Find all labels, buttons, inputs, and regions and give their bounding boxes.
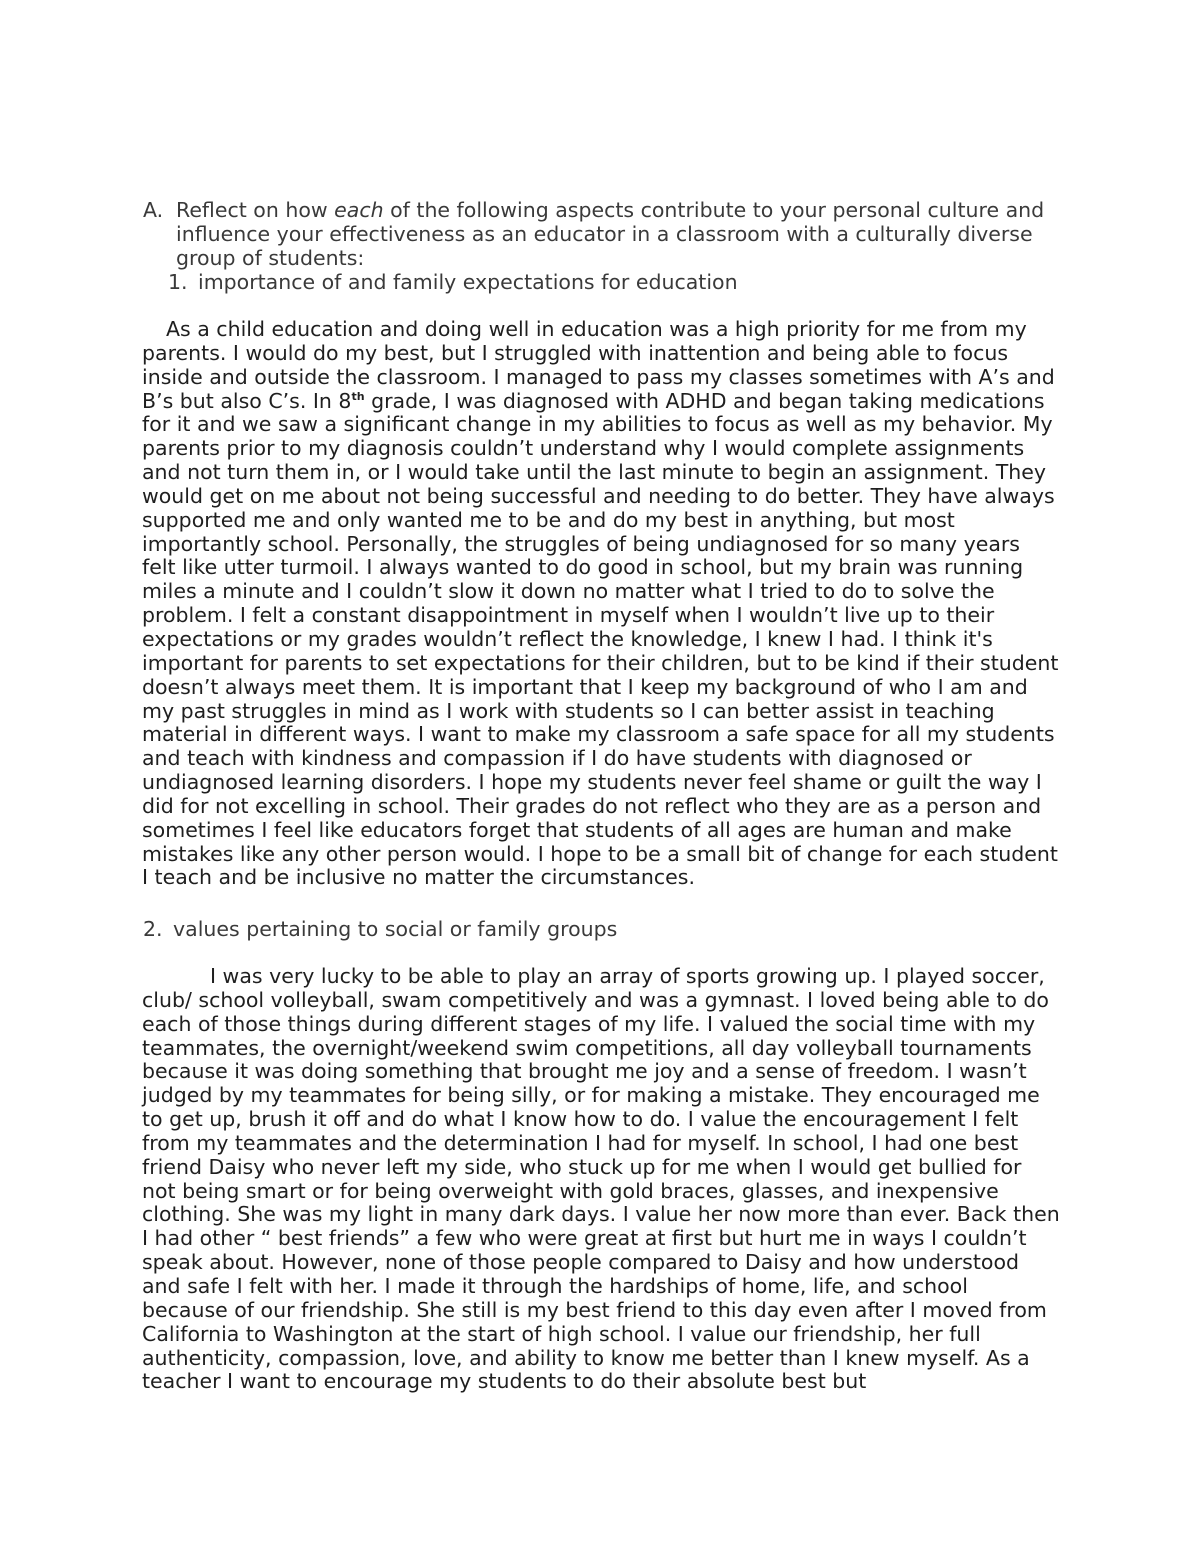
prompt-before: Reflect on how <box>176 198 335 222</box>
item-1-number: 1. <box>168 270 188 294</box>
item-1-response-part2: grade, I was diagnosed with ADHD and began taking medications for it and we saw a significant change in my abilities to focus as well as my behavior. My parents prior to my diagnosis couldn’t understand why I would complete assignments and not turn them in, or I would take until the last minute to begin an assignment. They would get on me about not being successful and needing to do better. They have always supported me and only wanted me to be and do my best in anything, but most importantly school. Personally, the struggles of being undiagnosed for so many years felt like utter turmoil. I always wanted to do good in school, but my brain was running miles a minute and I couldn’t slow it down no matter what I tried to do to solve the problem. I felt a constant disappointment in myself when I wouldn’t live up to their expectations or my grades wouldn’t reflect the knowledge, I knew I had. I think it's important for parents to set expectations for their children, but to be kind if their student doesn’t always meet them. It is important that I keep my background of who I am and my past struggles in mind as I work with students so I can better assist in teaching material in different ways. I want to make my classroom a safe space for all my students and teach with kindness and compassion if I do have students with diagnosed or undiagnosed learning disorders. I hope my students never feel shame or guilt the way I did for not excelling in school. Their grades do not reflect who they are as a person and sometimes I feel like educators forget that students of all ages are human and make mistakes like any other person would. I hope to be a small bit of change for each student I teach and be inclusive no matter the circumstances. <box>142 388 1059 890</box>
item-1-response <box>142 318 1060 890</box>
item-2-response: I was very lucky to be able to play an array of sports growing up. I played soccer, club/ school volleyball, swam competitively and was a gymnast. I loved being able to do each of those things during different stages of my life. I valued the social time with my teammates, the overnight/weekend swim competitions, all day volleyball tournaments because it was doing something that brought me joy and a sense of freedom. I wasn’t judged by my teammates for being silly, or for making a mistake. They encouraged me to get up, brush it off and do what I know how to do. I value the encouragement I felt from my teammates and the determination I had for myself. In school, I had one best friend Daisy who never left my side, who stuck up for me when I would get bullied for not being smart or for being overweight with gold braces, glasses, and inexpensive clothing. She was my light in many dark days. I value her now more than ever. Back then I had other “ best friends” a few who were great at first but hurt me in ways I couldn’t speak about. However, none of those people compared to Daisy and how understood and safe I felt with her. I made it through the hardships of home, life, and school because of our friendship. She still is my best friend to this day even after I moved from California to Washington at the start of high school. I value our friendship, her full authenticity, compassion, love, and ability to know me better than I knew myself. As a teacher I want to encourage my students to do their absolute best but <box>142 964 1060 1394</box>
item-1-title: importance of and family expectations for education <box>198 270 738 294</box>
section-prompt-text <box>176 198 1063 270</box>
item-2-title: values pertaining to social or family groups <box>173 917 618 941</box>
section-marker: A. <box>143 198 164 222</box>
ordinal-superscript: th <box>351 389 365 403</box>
item-2-number: 2. <box>143 917 163 941</box>
prompt-after: of the following aspects contribute to your personal culture and influence your effectiveness as an educator in a classroom with a culturally diverse group of students: <box>176 198 1045 270</box>
prompt-emphasis: each <box>334 198 384 222</box>
item-2-heading <box>143 917 617 941</box>
item-1-response-part1: As a child education and doing well in education was a high priority for me from my parents. I would do my best, but I struggled with inattention and being able to focus inside and outside the classroom. I managed to pass my classes sometimes with A’s and B’s but also C’s. In 8 <box>142 317 1055 413</box>
item-1-heading <box>168 270 738 294</box>
section-a-prompt <box>143 198 1063 270</box>
